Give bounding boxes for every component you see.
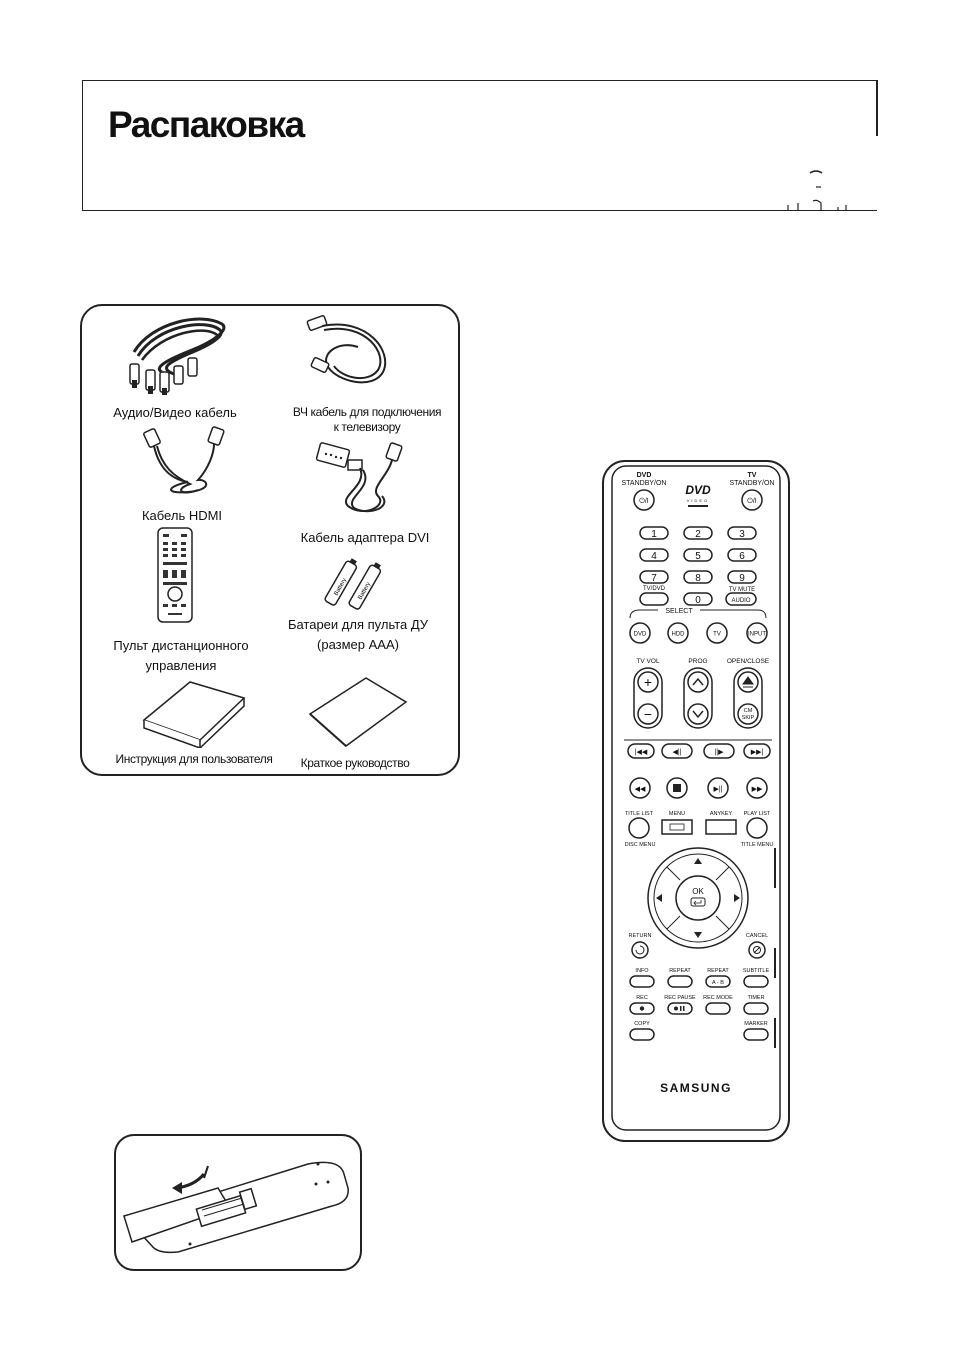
hdmi-cable-label: Кабель HDMI: [141, 508, 223, 523]
svg-text:8: 8: [695, 573, 701, 584]
svg-text:OK: OK: [692, 887, 704, 896]
svg-text:▶▶|: ▶▶|: [750, 749, 764, 756]
svg-text:6: 6: [739, 551, 745, 562]
svg-text:⏻/I: ⏻/I: [639, 498, 649, 505]
svg-text:Battery: Battery: [357, 581, 373, 601]
svg-text:▶▶: ▶▶: [751, 786, 763, 793]
repeat-button[interactable]: [668, 976, 692, 987]
play-list-label: PLAY LIST: [743, 811, 771, 817]
rf-cable-image: [298, 312, 398, 397]
marker-button[interactable]: [744, 1029, 768, 1040]
rf-cable-label-2: к телевизору: [333, 420, 401, 434]
rec-mode-button[interactable]: [706, 1003, 730, 1014]
svg-text:0: 0: [695, 595, 701, 606]
svg-text:VIDEO: VIDEO: [686, 498, 710, 503]
av-cable-label: Аудио/Видео кабель: [113, 405, 237, 420]
svg-text:3: 3: [739, 529, 745, 540]
timer-label: TIMER: [747, 995, 765, 1001]
svg-text:Battery: Battery: [333, 577, 349, 597]
svg-text:1: 1: [651, 529, 657, 540]
digit-button-4[interactable]: [640, 549, 668, 562]
digit-button-2[interactable]: [684, 527, 712, 540]
remote-control: [600, 458, 794, 1144]
rec-pause-button[interactable]: [668, 1003, 692, 1014]
batteries-label-1: Батареи для пульта ДУ: [287, 617, 429, 632]
return-button[interactable]: [632, 942, 648, 958]
av-cable-image: [122, 312, 232, 397]
svg-text:◀||: ◀||: [672, 749, 682, 756]
svg-text:▶||: ▶||: [713, 786, 723, 793]
cm-skip-button[interactable]: [738, 704, 758, 724]
remote-thumbnail-image: [150, 526, 200, 626]
svg-text:9: 9: [739, 573, 745, 584]
header-ornament: [780, 165, 860, 215]
vol-down-button[interactable]: [638, 704, 658, 724]
tv-dvd-button[interactable]: [640, 593, 668, 605]
title-list-button[interactable]: [629, 818, 649, 838]
svg-text:+: +: [643, 674, 653, 690]
stop-button[interactable]: [667, 778, 687, 798]
digit-button-3[interactable]: [728, 527, 756, 540]
svg-text:DVD: DVD: [685, 483, 711, 497]
tv-mute-label: TV MUTE: [728, 587, 756, 593]
svg-text:4: 4: [651, 551, 657, 562]
rec-label: REC: [636, 995, 648, 1001]
remote-label-1: Пульт дистанционного: [113, 638, 249, 653]
rewind-button[interactable]: [630, 778, 650, 798]
select-dvd-button[interactable]: [630, 623, 650, 643]
menu-label: MENU: [668, 811, 686, 817]
cancel-label: CANCEL: [745, 933, 769, 939]
rec-pause-label: REC PAUSE: [664, 995, 696, 1001]
manual-label: Инструкция для пользователя: [115, 752, 273, 766]
prog-label: PROG: [688, 658, 708, 665]
info-label: INFO: [635, 968, 649, 974]
fast-forward-button[interactable]: [747, 778, 767, 798]
digit-button-6[interactable]: [728, 549, 756, 562]
rf-cable-label-1: ВЧ кабель для подключения: [292, 405, 442, 419]
vol-up-button[interactable]: [638, 672, 658, 692]
svg-text:−: −: [643, 706, 653, 722]
svg-text:2: 2: [695, 529, 701, 540]
prog-down-button[interactable]: [688, 704, 708, 724]
manual-image: [140, 676, 248, 748]
svg-text:AUDIO: AUDIO: [731, 598, 751, 604]
play-pause-button[interactable]: [708, 778, 728, 798]
rec-button[interactable]: [630, 1003, 654, 1014]
battery-install-image: [118, 1150, 358, 1265]
dvd-standby-label: DVD: [636, 472, 652, 479]
audio-button[interactable]: [726, 593, 756, 605]
batteries-label-2: (размер AAA): [317, 637, 399, 652]
marker-label: MARKER: [744, 1021, 768, 1027]
title-list-label: TITLE LIST: [624, 811, 654, 817]
tv-power-button[interactable]: [742, 490, 762, 510]
return-label: RETURN: [628, 933, 652, 939]
tv-standby-label: TV: [747, 472, 757, 479]
copy-label: COPY: [634, 1021, 650, 1027]
quick-guide-image: [306, 674, 410, 750]
brand-logo: SAMSUNG: [660, 1081, 732, 1095]
svg-text:DVD: DVD: [633, 631, 647, 638]
repeat-label: REPEAT: [669, 968, 691, 974]
dvd-standby-label-2: STANDBY/ON: [621, 480, 667, 487]
select-input-button[interactable]: [747, 623, 767, 643]
open-close-button[interactable]: [738, 672, 758, 692]
page-title: Распаковка: [108, 104, 304, 145]
svg-text:|◀◀: |◀◀: [634, 749, 648, 756]
subtitle-button[interactable]: [744, 976, 768, 987]
dvi-adapter-image: [308, 436, 418, 526]
svg-text:A - B: A - B: [712, 980, 724, 986]
svg-text:⏻/I: ⏻/I: [747, 498, 757, 505]
digit-button-1[interactable]: [640, 527, 668, 540]
digit-button-5[interactable]: [684, 549, 712, 562]
digit-button-7[interactable]: [640, 571, 668, 584]
digit-button-9[interactable]: [728, 571, 756, 584]
svg-text:7: 7: [651, 573, 657, 584]
svg-text:5: 5: [695, 551, 701, 562]
anykey-label: ANYKEY: [709, 811, 733, 817]
hdmi-cable-image: [138, 424, 238, 504]
dvd-power-button[interactable]: [634, 490, 654, 510]
disc-menu-label: DISC MENU: [624, 842, 656, 848]
rec-mode-label: REC MODE: [703, 995, 733, 1001]
batteries-image: [320, 555, 390, 615]
tv-dvd-label: TV/DVD: [642, 586, 666, 592]
skip-forward-button[interactable]: [744, 744, 770, 758]
subtitle-label: SUBTITLE: [742, 968, 770, 974]
repeat-ab-button[interactable]: [706, 976, 730, 987]
dvi-adapter-label: Кабель адаптера DVI: [300, 530, 430, 545]
tv-vol-label: TV VOL: [636, 658, 660, 665]
select-label: SELECT: [665, 608, 693, 615]
repeat-ab-label: REPEAT: [707, 968, 729, 974]
menu-button[interactable]: [662, 820, 692, 834]
svg-text:◀◀: ◀◀: [634, 786, 646, 793]
select-tv-button[interactable]: [707, 623, 727, 643]
anykey-button[interactable]: [706, 820, 736, 834]
remote-label-2: управления: [145, 658, 217, 673]
prog-up-button[interactable]: [688, 672, 708, 692]
step-back-button[interactable]: [662, 744, 692, 758]
ok-button[interactable]: [676, 876, 720, 920]
svg-text:TV: TV: [713, 631, 721, 638]
svg-text:HDD: HDD: [671, 631, 685, 638]
skip-back-button[interactable]: [628, 744, 654, 758]
step-forward-button[interactable]: [704, 744, 734, 758]
select-hdd-button[interactable]: [668, 623, 688, 643]
cancel-button[interactable]: [749, 942, 765, 958]
copy-button[interactable]: [630, 1029, 654, 1040]
title-menu-label: TITLE MENU: [740, 842, 774, 848]
tv-standby-label-2: STANDBY/ON: [729, 480, 775, 487]
svg-text:CM: CM: [743, 708, 753, 714]
info-button[interactable]: [630, 976, 654, 987]
header-divider: [876, 80, 878, 136]
quick-guide-label: Краткое руководство: [300, 756, 410, 770]
svg-text:INPUT: INPUT: [748, 631, 766, 638]
svg-text:||▶: ||▶: [714, 749, 724, 756]
play-list-button[interactable]: [747, 818, 767, 838]
open-close-label: OPEN/CLOSE: [726, 658, 770, 665]
timer-button[interactable]: [744, 1003, 768, 1014]
digit-button-8[interactable]: [684, 571, 712, 584]
svg-text:SKIP: SKIP: [741, 715, 755, 721]
digit-button-0[interactable]: [684, 593, 712, 606]
